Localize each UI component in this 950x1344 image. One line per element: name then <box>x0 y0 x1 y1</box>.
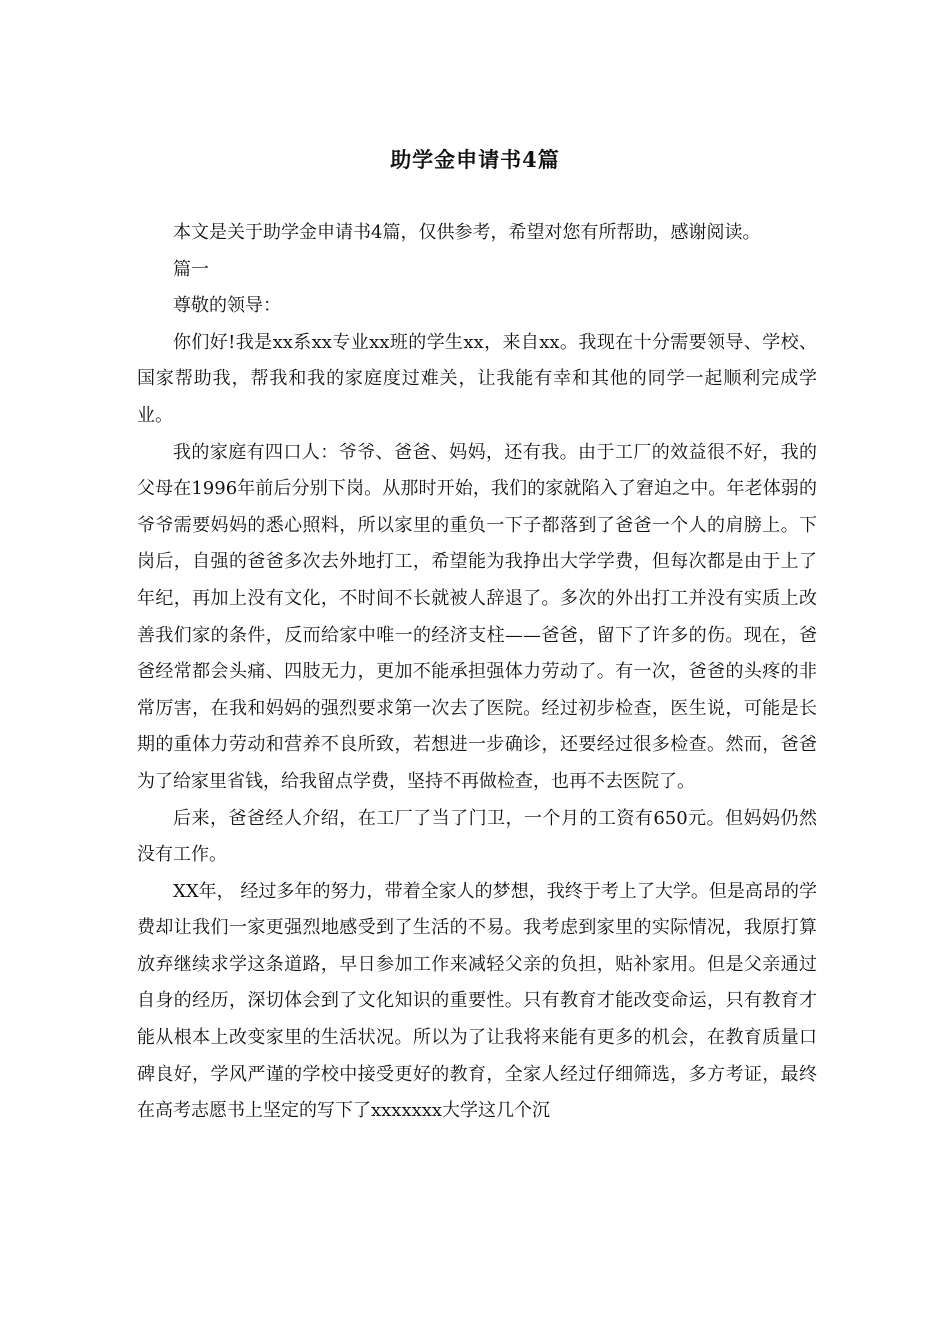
body-paragraph: 你们好!我是xx系xx专业xx班的学生xx，来自xx。我现在十分需要领导、学校、国家帮助我，帮我和我的家庭度过难关，让我能有幸和其他的同学一起顺利完成学业。 <box>137 331 817 426</box>
document-body <box>137 215 817 1130</box>
document-title: 助学金申请书4篇 <box>390 147 560 172</box>
body-paragraph: 我的家庭有四口人：爷爷、爸爸、妈妈，还有我。由于工厂的效益很不好，我的父母在1996年前后分别下岗。从那时开始，我们的家就陷入了窘迫之中。年老体弱的爷爷需要妈妈的悉心照料，所以家里的重负一下子都落到了爸爸一个人的肩膀上。下岗后，自强的爸爸多次去外地打工，希望能为我挣出大学学费，但每次都是由于上了年纪，再加上没有文化，不时间不长就被人辞退了。多次的外出打工并没有实质上改善我们家的条件，反而给家中唯一的经济支柱——爸爸，留下了许多的伤。现在，爸爸经常都会头痛、四肢无力，更加不能承担强体力劳动了。有一次，爸爸的头疼的非常厉害，在我和妈妈的强烈要求第一次去了医院。经过初步检查，医生说，可能是长期的重体力劳动和营养不良所致，若想进一步确诊，还要经过很多检查。然而，爸爸为了给家里省钱，给我留点学费，坚持不再做检查，也再不去医院了。 <box>137 441 817 792</box>
body-paragraph: 后来，爸爸经人介绍，在工厂了当了门卫，一个月的工资有650元。但妈妈仍然没有工作。 <box>137 807 817 866</box>
section-heading: 篇一 <box>173 258 209 280</box>
body-paragraph: XX年， 经过多年的努力，带着全家人的梦想，我终于考上了大学。但是高昂的学费却让我们一家更强烈地感受到了生活的不易。我考虑到家里的实际情况，我原打算放弃继续求学这条道路，早日参加工作来减轻父亲的负担，贴补家用。但是父亲通过自身的经历，深切体会到了文化知识的重要性。只有教育才能改变命运，只有教育才能从根本上改变家里的生活状况。所以为了让我将来能有更多的机会，在教育质量口碑良好，学风严谨的学校中接受更好的教育，全家人经过仔细筛选，多方考证，最终在高考志愿书上坚定的写下了xxxxxxx大学这几个沉 <box>137 880 817 1122</box>
intro-paragraph: 本文是关于助学金申请书4篇，仅供参考，希望对您有所帮助，感谢阅读。 <box>173 222 761 243</box>
salutation: 尊敬的领导： <box>173 295 281 317</box>
